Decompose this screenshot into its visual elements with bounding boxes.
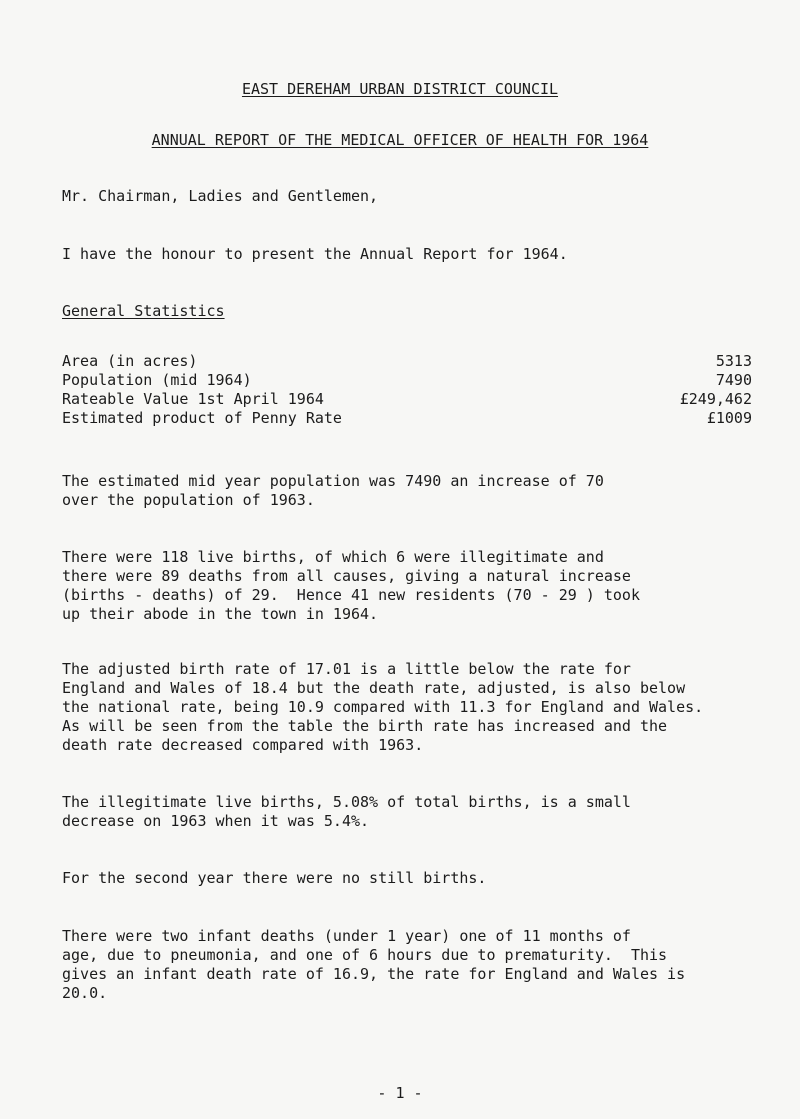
stat-row [62,409,752,428]
paragraph-rates: The adjusted birth rate of 17.01 is a little below the rate for England and Wales of 18.4 but the death rate, adjusted, is also below the national rate, being 10.9 compared with 11.3 for England and Wales. As will be seen from the table the birth rate has increased and the death rate decreased compared with 1963. [62,660,704,754]
stat-value: 5313 [715,352,752,370]
stat-label: Area (in acres) [62,352,198,370]
intro-line: I have the honour to present the Annual Report for 1964. [62,245,568,263]
stat-value: £1009 [706,409,752,427]
council-heading: EAST DEREHAM URBAN DISTRICT COUNCIL [241,80,559,98]
paragraph-births-deaths: There were 118 live births, of which 6 were illegitimate and there were 89 deaths from all causes, giving a natural increase (births - deaths) of 29. Hence 41 new residents (70 - 29 ) took up their abode in the town in 1964. [62,548,640,623]
stat-label: Rateable Value 1st April 1964 [62,390,324,408]
stat-value: 7490 [715,371,752,389]
stat-row [62,390,752,409]
salutation: Mr. Chairman, Ladies and Gentlemen, [62,187,379,205]
paragraph-illegitimate: The illegitimate live births, 5.08% of total births, is a small decrease on 1963 when it was 5.4%. [62,793,631,830]
statistics-table [62,352,752,428]
paragraph-population: The estimated mid year population was 7490 an increase of 70 over the population of 1963. [62,472,604,509]
section-heading: General Statistics [62,302,225,320]
paragraph-still-births: For the second year there were no still births. [62,869,487,887]
stat-label: Estimated product of Penny Rate [62,409,342,427]
stat-value: £249,462 [679,390,752,408]
report-title: ANNUAL REPORT OF THE MEDICAL OFFICER OF HEALTH FOR 1964 [151,131,649,149]
paragraph-infant-deaths: There were two infant deaths (under 1 year) one of 11 months of age, due to pneumonia, and one of 6 hours due to prematurity. This gives an infant death rate of 16.9, the rate for England and Wales is 20.0. [62,927,686,1002]
page-number: - 1 - [377,1084,423,1102]
stat-row [62,371,752,390]
stat-label: Population (mid 1964) [62,371,252,389]
stat-row [62,352,752,371]
